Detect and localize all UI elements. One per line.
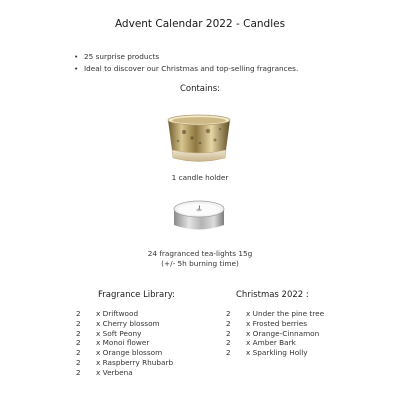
- item-quantity: 2: [76, 367, 81, 377]
- item-name: x Orange-Cinnamon: [246, 328, 320, 338]
- item-quantity: 2: [76, 318, 81, 328]
- list-item: [76, 338, 173, 348]
- item-name: x Amber Bark: [246, 338, 296, 348]
- item-quantity: 2: [226, 318, 231, 328]
- item-quantity: 2: [226, 309, 231, 318]
- fragrance-library-heading: Fragrance Library:: [98, 290, 176, 300]
- item-quantity: 2: [76, 348, 81, 358]
- candle-holder-image: [162, 110, 236, 166]
- item-quantity: 2: [76, 328, 81, 338]
- feature-item: • Ideal to discover our Christmas and top-selling fragrances.: [74, 63, 298, 75]
- list-item: [226, 338, 324, 348]
- item-name: x Monoi flower: [96, 338, 150, 348]
- tea-light-image: [170, 193, 228, 235]
- christmas-2022-heading: Christmas 2022 :: [236, 290, 309, 300]
- item-quantity: 2: [226, 328, 231, 338]
- item-name: x Cherry blossom: [96, 318, 160, 328]
- burning-time-caption: (+/- 5h burning time): [161, 259, 239, 268]
- list-item: [76, 319, 173, 329]
- item-name: x Verbena: [96, 367, 133, 377]
- item-name: x Orange blossom: [96, 348, 163, 358]
- item-name: x Soft Peony: [96, 328, 142, 338]
- list-item: [226, 348, 324, 358]
- candle-holder-caption: 1 candle holder: [171, 173, 229, 182]
- list-item: [226, 329, 324, 339]
- list-item: [76, 309, 173, 319]
- item-quantity: 2: [76, 357, 81, 367]
- item-name: x Under the pine tree: [246, 309, 325, 318]
- item-quantity: 2: [76, 338, 81, 348]
- item-name: x Sparkling Holly: [246, 348, 308, 358]
- item-name: x Frosted berries: [246, 318, 308, 328]
- list-item: [226, 319, 324, 329]
- list-item: [76, 368, 173, 378]
- feature-list: [74, 51, 298, 74]
- item-quantity: 2: [76, 309, 81, 318]
- contains-heading: Contains:: [179, 84, 221, 94]
- item-name: x Raspberry Rhubarb: [96, 357, 174, 367]
- tea-light-caption-line: 24 fragranced tea-lights 15g: [147, 249, 253, 258]
- page-title: Advent Calendar 2022 - Candles: [114, 18, 286, 30]
- item-quantity: 2: [226, 348, 231, 358]
- tea-light-caption: [0, 249, 400, 269]
- list-item: [226, 309, 324, 319]
- christmas-2022-list: [226, 309, 324, 358]
- list-item: [76, 348, 173, 358]
- feature-item: • 25 surprise products: [74, 51, 298, 63]
- item-name: x Driftwood: [96, 309, 139, 318]
- list-item: [76, 358, 173, 368]
- item-quantity: 2: [226, 338, 231, 348]
- fragrance-library-list: [76, 309, 173, 378]
- list-item: [76, 329, 173, 339]
